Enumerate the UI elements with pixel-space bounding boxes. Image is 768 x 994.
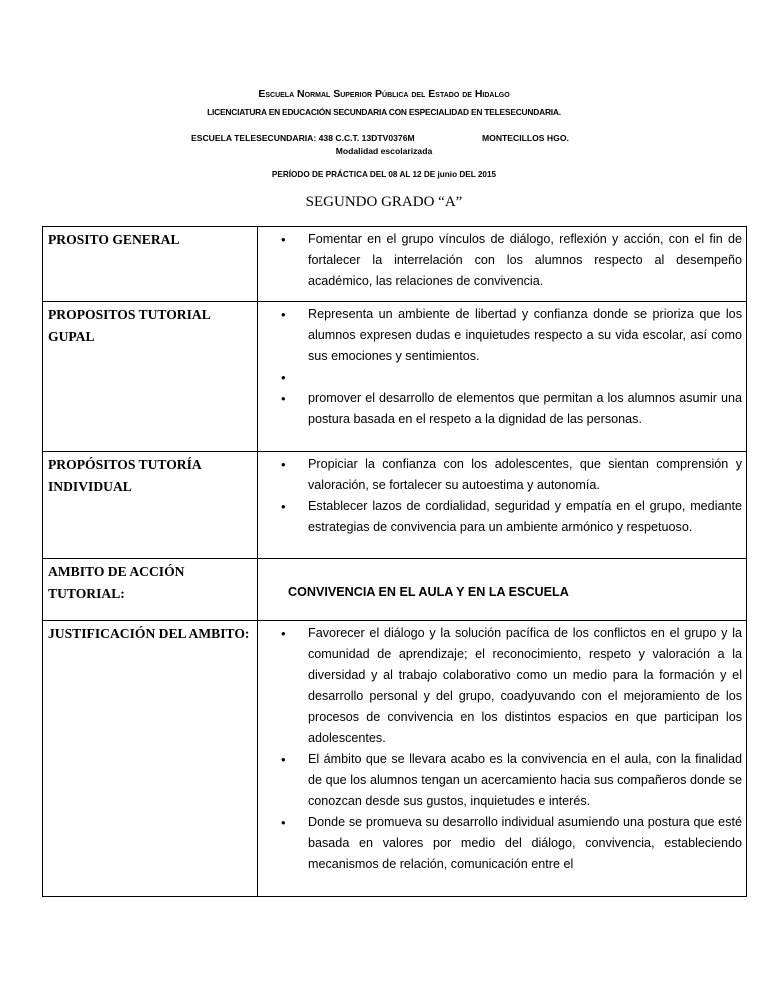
list-item: • promover el desarrollo de elementos que permitan a los alumnos asumir una postura basada en el respeto a la dignidad de las personas. <box>308 388 742 430</box>
school-name: Escuela Normal Superior Pública del Estado de Hidalgo <box>258 88 510 100</box>
row-label: PROPÓSITOS TUTORÍA INDIVIDUAL <box>43 452 258 559</box>
list-item: • Establecer lazos de cordialidad, seguridad y empatía en el grupo, mediante estrategias de convivencia para un ambiente armónico y respetuoso. <box>308 496 742 538</box>
practice-period: PERÍODO DE PRÁCTICA DEL 08 AL 12 DE junio DEL 2015 <box>271 170 497 179</box>
table-row <box>43 452 747 559</box>
list-item: • Fomentar en el grupo vínculos de diálogo, reflexión y acción, con el fin de fortalecer la interrelación con los alumnos respecto al desempeño académico, las relaciones de convivencia. <box>308 229 742 292</box>
row-content <box>258 302 747 452</box>
row-label: PROPOSITOS TUTORIAL GUPAL <box>43 302 258 452</box>
row-label: PROSITO GENERAL <box>43 227 258 302</box>
table-row <box>43 559 747 621</box>
row-content <box>258 227 747 302</box>
grade-title: SEGUNDO GRADO “A” <box>305 194 463 210</box>
row-label: AMBITO DE ACCIÓN TUTORIAL: <box>43 559 258 621</box>
row-content <box>258 621 747 897</box>
list-item: • El ámbito que se llevara acabo es la convivencia en el aula, con la finalidad de que los alumnos tengan un acercamiento hacia sus compañeros donde se conozcan desde sus gustos, inquietudes e interés. <box>308 749 742 812</box>
row-label: JUSTIFICACIÓN DEL AMBITO: <box>43 621 258 897</box>
tutoring-plan-table <box>42 226 747 897</box>
list-item: • Favorecer el diálogo y la solución pacífica de los conflictos en el grupo y la comunidad de aprendizaje; el reconocimiento, respeto y valoración a la diversidad y al trabajo colaborativo como un medio para la formación y el desarrollo personal y del grupo, coadyuvando con el mejoramiento de los procesos de convivencia en los distintos espacios en que participan los adolescentes. <box>308 623 742 749</box>
table-row <box>43 621 747 897</box>
degree-line: LICENCIATURA EN EDUCACIÓN SECUNDARIA CON ESPECIALIDAD EN TELESECUNDARIA. <box>207 107 561 117</box>
school-id: ESCUELA TELESECUNDARIA: 438 C.C.T. 13DTV0376M <box>191 133 415 143</box>
table-row <box>43 227 747 302</box>
school-location: MONTECILLOS HGO. <box>482 133 569 143</box>
list-item: • Donde se promueva su desarrollo individual asumiendo una postura que esté basada en valores por medio del diálogo, convivencia, estableciendo mecanismos de relación, comunicación entre el <box>308 812 742 875</box>
modality: Modalidad escolarizada <box>335 146 433 156</box>
action-area-value: CONVIVENCIA EN EL AULA Y EN LA ESCUELA <box>258 559 747 621</box>
list-item: • Representa un ambiente de libertad y confianza donde se prioriza que los alumnos expresen dudas e inquietudes respecto a su vida escolar, así como sus emociones y sentimientos. <box>308 304 742 367</box>
list-item: • Propiciar la confianza con los adolescentes, que sientan comprensión y valoración, se fortalecer su autoestima y autonomía. <box>308 454 742 496</box>
row-content <box>258 452 747 559</box>
table-row <box>43 302 747 452</box>
